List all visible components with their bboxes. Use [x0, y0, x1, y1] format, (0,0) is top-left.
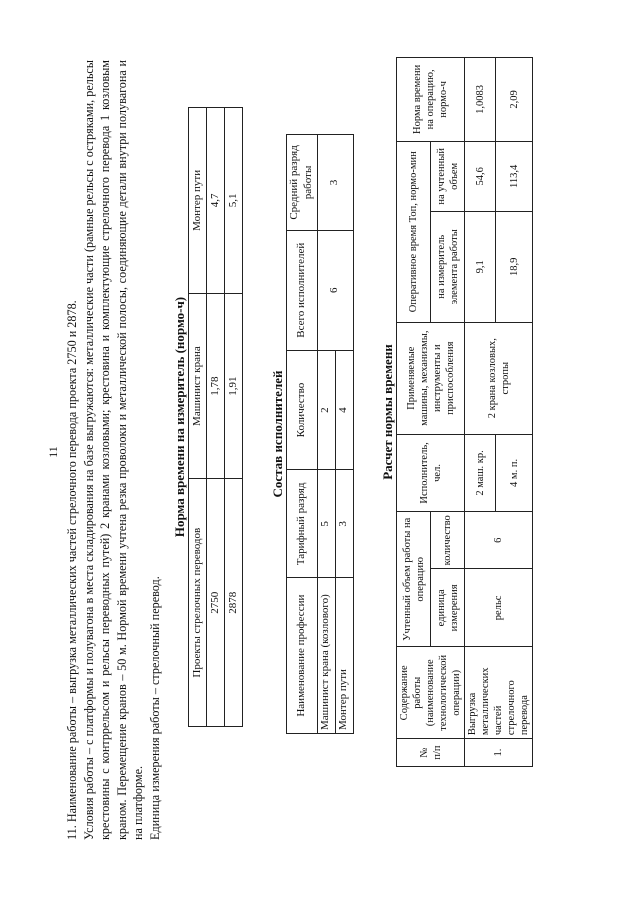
table-header: Содержание работы (наименование технологической операции) — [397, 647, 465, 739]
table-header: Учтенный объем работы на операцию — [397, 512, 431, 647]
table-header: количество — [431, 512, 465, 569]
table-cell: 2750 — [207, 479, 225, 727]
table-cell: 5,1 — [225, 108, 243, 294]
table-row — [397, 58, 431, 767]
table-header: на учтенный объем — [431, 141, 465, 211]
staff-table — [286, 134, 354, 734]
table-cell: 18,9 — [496, 211, 533, 322]
calc-section — [380, 57, 533, 767]
table-cell: 4 — [335, 350, 353, 470]
table-cell: 2 крана козловых, стропы — [465, 322, 533, 434]
table-header: № п/п — [397, 739, 465, 767]
table-header: Оперативное время Топ, нормо-мин — [397, 141, 431, 322]
table-header: Всего исполнителей — [287, 230, 318, 350]
calc-table — [396, 57, 533, 767]
table-cell: 2878 — [225, 479, 243, 727]
rotated-content — [40, 42, 600, 862]
norm-section — [172, 107, 243, 727]
table-header: Наименование профессии — [287, 578, 318, 734]
table-cell: 1,91 — [225, 293, 243, 479]
table-header: единица измерения — [431, 569, 465, 647]
table-cell: 1,78 — [207, 293, 225, 479]
work-title: 11. Наименование работы – выгрузка металлических частей стрелочного перевода проекта 2750 и 2878. — [65, 300, 79, 840]
table-cell: 6 — [465, 512, 533, 569]
table-row — [207, 108, 225, 727]
table-cell: 1. — [465, 739, 533, 767]
table-header: Монтер пути — [189, 108, 207, 294]
staff-section — [270, 134, 354, 734]
table-cell: 9,1 — [465, 211, 496, 322]
table-cell: 1,0083 — [465, 58, 496, 142]
table-cell: Машинист крана (козлового) — [317, 578, 335, 734]
table-cell: 5 — [317, 470, 335, 578]
staff-table-title: Состав исполнителей — [270, 370, 285, 498]
norm-table — [188, 107, 243, 727]
table-cell: 4 м. п. — [496, 434, 533, 512]
table-header: Средний разряд работы — [287, 135, 318, 231]
work-conditions: Условия работы – с платформы и полувагона в места складирования на базе выгружаются: металлические части (рамные рельсы с остряками, рельсы крестовины с контррельсом и рельсы переводных путей) 2 кранами козловыми; крестовина и комплектующие стрелочного перевода 1 козловым краном. Перемещение кранов – 50 м. Нормой времени учтена резка проволоки и металлической полосы, соединяющие детали внутри полувагона и на платформе. — [81, 60, 145, 840]
table-header: Исполнитель, чел. — [397, 434, 465, 512]
intro-paragraph — [64, 60, 163, 840]
table-header: на измеритель элемента работы — [431, 211, 465, 322]
table-cell: 113,4 — [496, 141, 533, 211]
table-cell: 2 — [317, 350, 335, 470]
table-cell: Монтер пути — [335, 578, 353, 734]
work-unit: Единица измерения работы – стрелочный перевод. — [147, 576, 162, 840]
calc-table-title: Расчет нормы времени — [380, 344, 395, 480]
table-header: Проекты стрелочных переводов — [189, 479, 207, 727]
table-row — [317, 135, 335, 734]
table-cell: 3 — [335, 470, 353, 578]
table-cell: Выгрузка металлических частей стрелочного перевода — [465, 647, 533, 739]
table-row — [287, 135, 318, 734]
table-cell: 4,7 — [207, 108, 225, 294]
table-header: Количество — [287, 350, 318, 470]
table-header: Машинист крана — [189, 293, 207, 479]
table-row — [465, 58, 496, 767]
table-header: Норма времени на операцию, нормо-ч — [397, 58, 465, 142]
table-row — [225, 108, 243, 727]
table-header: Применяемые машины, механизмы, инструменты и приспособления — [397, 322, 465, 434]
table-header: Тарифный разряд — [287, 470, 318, 578]
table-row — [189, 108, 207, 727]
table-cell: 2 маш. кр. — [465, 434, 496, 512]
table-cell: 54,6 — [465, 141, 496, 211]
table-cell: рельс — [465, 569, 533, 647]
table-cell: 3 — [317, 135, 353, 231]
norm-table-title: Норма времени на измеритель (нормо-ч) — [172, 296, 187, 538]
table-cell: 2,09 — [496, 58, 533, 142]
table-cell: 6 — [317, 230, 353, 350]
page-number: 11 — [46, 446, 60, 458]
